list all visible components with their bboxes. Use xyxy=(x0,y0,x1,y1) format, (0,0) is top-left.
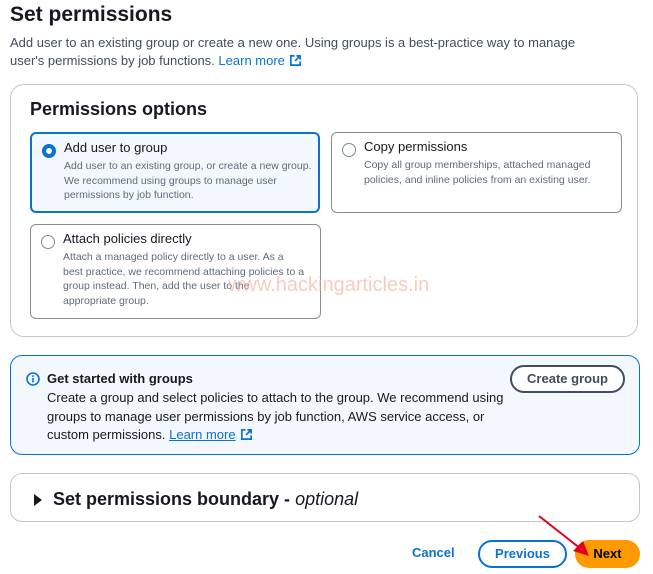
info-body xyxy=(47,389,507,445)
option-label: Attach policies directly xyxy=(63,231,192,246)
radio-copy-permissions[interactable] xyxy=(342,143,356,157)
learn-more-label: Learn more xyxy=(218,53,285,68)
permissions-boundary-title xyxy=(53,489,358,510)
create-group-button[interactable]: Create group xyxy=(510,365,625,393)
external-link-icon xyxy=(289,54,302,67)
option-attach-policies-directly[interactable] xyxy=(30,224,321,319)
cancel-button[interactable]: Cancel xyxy=(412,545,455,560)
option-description: Attach a managed policy directly to a user. As a best practice, we recommend attaching policies to a group instead. Then, add the user to the appropriate group. xyxy=(63,251,305,307)
boundary-optional-label: optional xyxy=(295,489,359,509)
option-label: Copy permissions xyxy=(364,139,468,154)
page-description-text: Add user to an existing group or create a new one. Using groups is a best-practice way to manage user's permissions by job functions. xyxy=(10,35,576,68)
previous-button[interactable]: Previous xyxy=(478,540,567,568)
caret-right-icon[interactable] xyxy=(33,494,43,506)
info-icon xyxy=(26,372,40,386)
info-body-text: Create a group and select policies to attach to the group. We recommend using groups to manage user permissions by job function, AWS service access, or custom permissions. xyxy=(47,390,504,442)
watermark: www.hackingarticles.in xyxy=(228,274,430,296)
boundary-title-text: Set permissions boundary - xyxy=(53,489,296,509)
option-description: Copy all group memberships, attached managed policies, and inline policies from an existing user. xyxy=(364,159,591,186)
option-description: Add user to an existing group, or create a new group. We recommend using groups to manage user permissions by job function. xyxy=(64,160,312,201)
radio-attach-policies-directly[interactable] xyxy=(41,235,55,249)
page-title: Set permissions xyxy=(10,3,173,26)
next-button[interactable]: Next xyxy=(575,540,640,568)
radio-add-user-to-group[interactable] xyxy=(42,144,56,158)
info-learn-more-link[interactable] xyxy=(169,427,235,442)
annotation-arrow-icon xyxy=(536,513,596,559)
info-learn-more-label: Learn more xyxy=(169,427,236,442)
external-link-icon xyxy=(240,428,253,441)
option-copy-permissions[interactable] xyxy=(331,132,622,213)
option-label: Add user to group xyxy=(64,140,168,155)
permissions-options-panel xyxy=(10,84,638,337)
info-title: Get started with groups xyxy=(47,371,193,386)
page-description xyxy=(10,34,610,70)
learn-more-link[interactable] xyxy=(218,53,301,68)
permissions-options-title: Permissions options xyxy=(30,99,208,119)
get-started-info-box xyxy=(10,355,640,455)
option-add-user-to-group[interactable] xyxy=(30,132,320,213)
